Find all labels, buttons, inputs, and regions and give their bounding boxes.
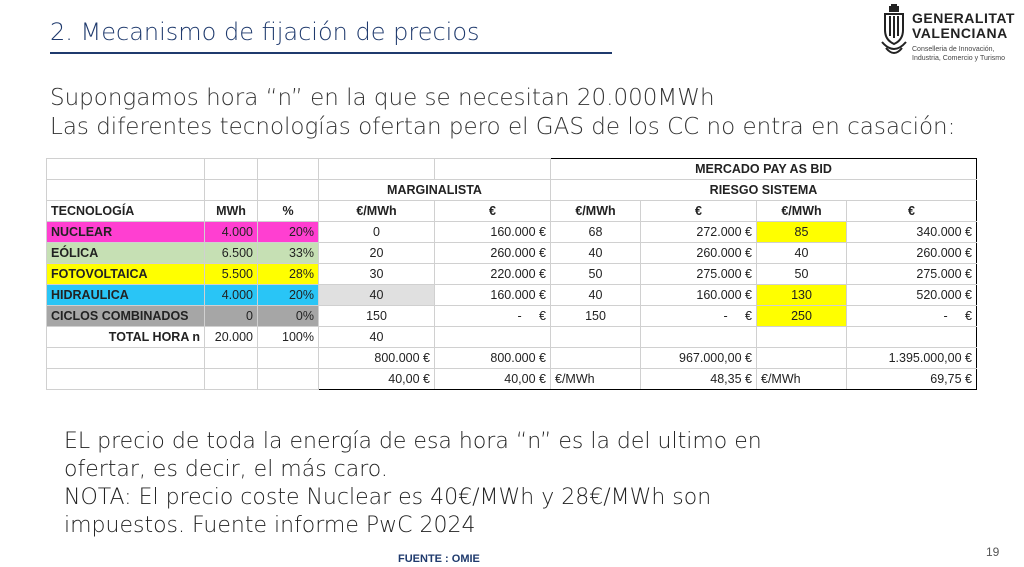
tech-hidraulica: HIDRAULICA — [47, 285, 205, 306]
price-table — [46, 158, 977, 390]
cell: 150 — [319, 306, 435, 327]
column-header: € — [847, 201, 977, 222]
intro-line: Las diferentes tecnologías ofertan pero el GAS de los CC no entra en casación: — [50, 114, 956, 140]
cell: 150 — [551, 306, 641, 327]
total-percent: 100% — [258, 327, 319, 348]
tech-eolica: EÓLICA — [47, 243, 205, 264]
cell: 5.500 — [205, 264, 258, 285]
table-sum-row — [47, 348, 977, 369]
conclusion-line: ofertar, es decir, el más caro. — [64, 457, 388, 482]
logo-line-1: GENERALITAT — [912, 10, 1015, 26]
intro-text — [50, 84, 955, 142]
sum-cell: 1.395.000,00 € — [847, 348, 977, 369]
cell: 40 — [757, 243, 847, 264]
cell: - € — [847, 306, 977, 327]
table-row — [47, 159, 977, 180]
cell: 275.000 € — [847, 264, 977, 285]
cell-highlight: 85 — [757, 222, 847, 243]
cell: 260.000 € — [435, 243, 551, 264]
cell: 520.000 € — [847, 285, 977, 306]
table-row — [47, 243, 977, 264]
tech-ciclos-combinados: CICLOS COMBINADOS — [47, 306, 205, 327]
total-mwh: 20.000 — [205, 327, 258, 348]
column-header: € — [435, 201, 551, 222]
cell: 68 — [551, 222, 641, 243]
slide-title: 2. Mecanismo de fijación de precios — [50, 18, 480, 46]
cell: 6.500 — [205, 243, 258, 264]
title-underline — [50, 52, 612, 54]
page-number: 19 — [986, 545, 1000, 559]
table-row — [47, 264, 977, 285]
sum-cell: 800.000 € — [435, 348, 551, 369]
table-header-row — [47, 201, 977, 222]
cell: 40 — [551, 243, 641, 264]
cell: 272.000 € — [641, 222, 757, 243]
total-label: TOTAL HORA n — [47, 327, 205, 348]
sum-cell: 967.000,00 € — [641, 348, 757, 369]
cell: 0 — [319, 222, 435, 243]
table-row — [47, 222, 977, 243]
conclusion-line: EL precio de toda la energía de esa hora “n” es la del ultimo en — [64, 429, 762, 454]
column-header: TECNOLOGÍA — [47, 201, 205, 222]
intro-line: Supongamos hora “n” en la que se necesitan 20.000MWh — [50, 85, 715, 111]
cell: 0 — [205, 306, 258, 327]
cell: 28% — [258, 264, 319, 285]
cell: 160.000 € — [435, 285, 551, 306]
sum-cell: 800.000 € — [319, 348, 435, 369]
cell: 20 — [319, 243, 435, 264]
table-row — [47, 306, 977, 327]
cell: 40 — [551, 285, 641, 306]
group-header-riesgo: RIESGO SISTEMA — [551, 180, 977, 201]
cell: - € — [641, 306, 757, 327]
cell-highlight: 250 — [757, 306, 847, 327]
unit-cell: €/MWh — [551, 369, 641, 390]
table-row — [47, 180, 977, 201]
cell: 50 — [757, 264, 847, 285]
coat-of-arms-icon — [880, 4, 908, 58]
conclusion-line: impuestos. Fuente informe PwC 2024 — [64, 513, 476, 538]
column-header: €/MWh — [757, 201, 847, 222]
cell: 340.000 € — [847, 222, 977, 243]
conclusion-text — [64, 428, 762, 540]
cell-highlight: 130 — [757, 285, 847, 306]
cell: - € — [435, 306, 551, 327]
cell: 20% — [258, 222, 319, 243]
cell: 30 — [319, 264, 435, 285]
generalitat-logo — [880, 4, 1020, 66]
cell: 20% — [258, 285, 319, 306]
cell: 260.000 € — [641, 243, 757, 264]
table-total-row — [47, 327, 977, 348]
cell: 33% — [258, 243, 319, 264]
table-avg-row — [47, 369, 977, 390]
logo-line-2: VALENCIANA — [912, 25, 1008, 41]
tech-nuclear: NUCLEAR — [47, 222, 205, 243]
logo-subtitle-1: Conselleria de Innovación, — [912, 46, 995, 53]
source-label: FUENTE : OMIE — [398, 553, 480, 565]
column-header: €/MWh — [319, 201, 435, 222]
avg-cell: 48,35 € — [641, 369, 757, 390]
cell: 160.000 € — [641, 285, 757, 306]
conclusion-line: NOTA: El precio coste Nuclear es 40€/MWh y 28€/MWh son — [64, 485, 712, 510]
group-header-marginalista: MARGINALISTA — [319, 180, 551, 201]
column-header: MWh — [205, 201, 258, 222]
avg-cell: 40,00 € — [435, 369, 551, 390]
logo-subtitle-2: Industria, Comercio y Turismo — [912, 55, 1005, 62]
cell: 4.000 — [205, 222, 258, 243]
column-header: € — [641, 201, 757, 222]
tech-fotovoltaica: FOTOVOLTAICA — [47, 264, 205, 285]
cell: 260.000 € — [847, 243, 977, 264]
cell: 50 — [551, 264, 641, 285]
avg-cell: 40,00 € — [319, 369, 435, 390]
cell: 0% — [258, 306, 319, 327]
cell: 160.000 € — [435, 222, 551, 243]
cell: 220.000 € — [435, 264, 551, 285]
column-header: % — [258, 201, 319, 222]
cell: 4.000 — [205, 285, 258, 306]
group-header-pay-as-bid: MERCADO PAY AS BID — [551, 159, 977, 180]
column-header: €/MWh — [551, 201, 641, 222]
unit-cell: €/MWh — [757, 369, 847, 390]
cell: 40 — [319, 327, 435, 348]
cell-marginal-price: 40 — [319, 285, 435, 306]
cell: 275.000 € — [641, 264, 757, 285]
table-row — [47, 285, 977, 306]
avg-cell: 69,75 € — [847, 369, 977, 390]
